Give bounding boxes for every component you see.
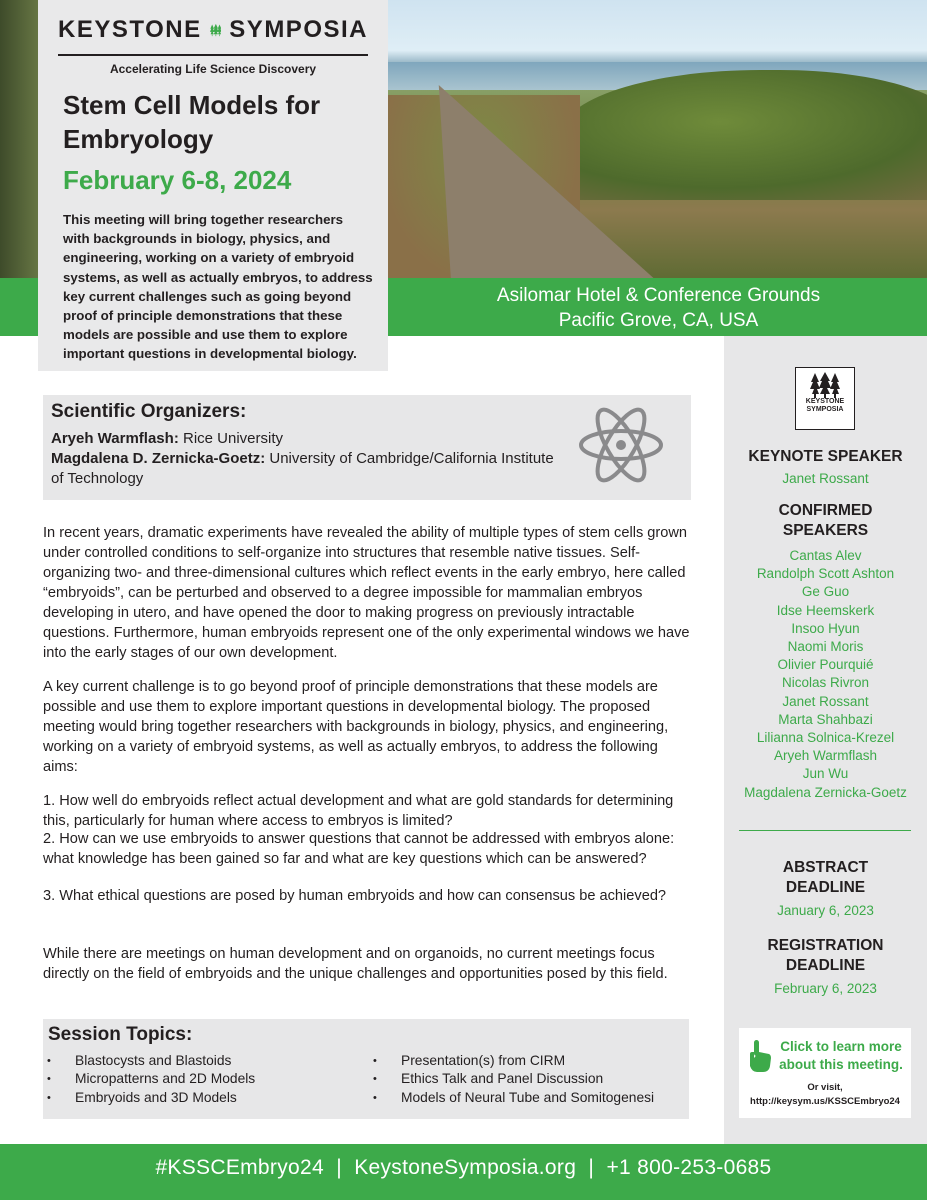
topic-item: • Presentation(s) from CIRM bbox=[373, 1052, 654, 1070]
pointing-hand-icon bbox=[747, 1040, 771, 1072]
meeting-dates: February 6-8, 2024 bbox=[63, 165, 292, 195]
aim-2: 2. How can we use embryoids to answer questions that cannot be addressed with embryos alone: what knowledge has been gained so far and what are key questions which can be answered? bbox=[43, 831, 675, 867]
speaker-name: Magdalena Zernicka-Goetz bbox=[744, 784, 907, 800]
meeting-title: Stem Cell Models for Embryology bbox=[63, 90, 321, 154]
speaker-name: Lilianna Solnica-Krezel bbox=[756, 730, 895, 746]
registration-deadline-date: February 6, 2023 bbox=[774, 981, 877, 996]
topics-list-right bbox=[373, 1052, 654, 1107]
sidebar-logo-line2: SYMPOSIA bbox=[806, 406, 844, 413]
small-trees-icon bbox=[810, 372, 840, 398]
confirmed-heading-line2: SPEAKERS bbox=[782, 522, 869, 539]
keystone-logo[interactable] bbox=[58, 10, 368, 76]
organizer-affiliation: University of Cambridge/California Institute of Technology bbox=[51, 450, 554, 487]
speaker-name: Cantas Alev bbox=[789, 548, 862, 563]
speaker-name: Randolph Scott Ashton bbox=[756, 566, 895, 582]
registration-heading-line1: REGISTRATION bbox=[767, 937, 884, 954]
organizer-1 bbox=[51, 429, 571, 449]
speaker-name: Janet Rossant bbox=[782, 693, 869, 709]
logo-tagline: Accelerating Life Science Discovery bbox=[109, 62, 317, 76]
session-topics-heading: Session Topics: bbox=[48, 1024, 193, 1045]
body-paragraph-1: In recent years, dramatic experiments have revealed the ability of multiple types of stem cells grown under controlled conditions to self-organize into structures that resemble native tissues. Self-organizing two- and three-dimensional cultures which reflect events in the early embryo, here called “embryoids”, can be perturbed and observed to a degree impossible for mammalian embryos developing in utero, and have opened the door to making progress on previously intractable questions. Furthermore, human embryoids represent one of the only experimental windows we have into the early stages of our own development. bbox=[43, 525, 690, 661]
atom-icon bbox=[576, 404, 666, 486]
speaker-list bbox=[724, 547, 927, 802]
abstract-deadline-date: January 6, 2023 bbox=[777, 903, 874, 918]
venue-location: Pacific Grove, CA, USA bbox=[558, 310, 759, 331]
keynote-speaker: Janet Rossant bbox=[782, 471, 869, 486]
logo-word-right: SYMPOSIA bbox=[229, 16, 368, 43]
speaker-name: Insoo Hyun bbox=[791, 620, 860, 636]
learn-more-link[interactable] bbox=[776, 1038, 906, 1074]
venue bbox=[390, 283, 927, 333]
sidebar-divider bbox=[739, 830, 911, 831]
body-paragraph-2: A key current challenge is to go beyond proof of principle demonstrations that these models are possible and use them to explore important questions in developmental biology. The proposed meeting would bring together researchers with backgrounds in biology, physics, and engineering, working on a variety of embryoid systems, as well as actually embryos, to address the following aims: bbox=[43, 679, 669, 775]
topic-item: • Models of Neural Tube and Somitogenesi bbox=[373, 1089, 654, 1107]
meeting-url[interactable]: http://keysym.us/KSSCEmbryo24 bbox=[750, 1096, 900, 1107]
topic-item: • Micropatterns and 2D Models bbox=[47, 1070, 255, 1088]
trees-icon bbox=[210, 10, 222, 50]
registration-heading-line2: DEADLINE bbox=[785, 957, 866, 974]
organizer-affiliation: Rice University bbox=[178, 430, 283, 447]
footer-contact[interactable]: #KSSCEmbryo24 | KeystoneSymposia.org | +1 800-253-0685 bbox=[155, 1156, 772, 1179]
speaker-name: Aryeh Warmflash bbox=[773, 748, 878, 764]
venue-name: Asilomar Hotel & Conference Grounds bbox=[496, 285, 821, 306]
abstract-heading-line1: ABSTRACT bbox=[782, 859, 869, 876]
topic-item: • Ethics Talk and Panel Discussion bbox=[373, 1070, 654, 1088]
speaker-name: Olivier Pourquié bbox=[777, 657, 874, 673]
aim-1: 1. How well do embryoids reflect actual development and what are gold standards for determining this, particularly for human where access to embryos is limited? bbox=[43, 793, 674, 829]
topic-item: • Embryoids and 3D Models bbox=[47, 1089, 255, 1107]
speaker-name: Jun Wu bbox=[802, 766, 849, 782]
abstract-heading-line2: DEADLINE bbox=[785, 879, 866, 896]
learn-more-line2: about this meeting. bbox=[779, 1057, 903, 1072]
learn-more-line1: Click to learn more bbox=[780, 1039, 902, 1054]
or-visit-label: Or visit, bbox=[807, 1082, 843, 1093]
topic-item: • Blastocysts and Blastoids bbox=[47, 1052, 255, 1070]
organizer-name: Magdalena D. Zernicka-Goetz: bbox=[51, 450, 266, 467]
sidebar-logo[interactable] bbox=[795, 367, 855, 430]
speaker-name: Nicolas Rivron bbox=[781, 675, 870, 691]
organizer-name: Aryeh Warmflash: bbox=[51, 430, 179, 447]
speaker-name: Naomi Moris bbox=[787, 639, 864, 655]
logo-word-left: KEYSTONE bbox=[58, 16, 202, 43]
speaker-name: Idse Heemskerk bbox=[776, 602, 875, 618]
topics-list-left bbox=[47, 1052, 255, 1107]
speaker-name: Ge Guo bbox=[801, 584, 850, 600]
keynote-heading: KEYNOTE SPEAKER bbox=[748, 448, 903, 465]
sidebar-logo-line1: KEYSTONE bbox=[805, 398, 845, 405]
organizers-heading: Scientific Organizers: bbox=[51, 401, 247, 422]
speaker-name: Marta Shahbazi bbox=[778, 711, 873, 727]
hero-boardwalk bbox=[409, 85, 662, 280]
organizer-2 bbox=[51, 449, 561, 489]
confirmed-heading-line1: CONFIRMED bbox=[778, 502, 873, 519]
meeting-intro: This meeting will bring together researchers with backgrounds in biology, physics, and engineering, working on a variety of embryoid systems, as well as actually embryos, to address key current challenges such as going beyond proof of principle demonstrations that these models are possible and use them to explore important questions in developmental biology. bbox=[63, 212, 373, 362]
aim-3: 3. What ethical questions are posed by human embryoids and how can consensus be achieved? bbox=[43, 888, 667, 904]
body-paragraph-3: While there are meetings on human development and on organoids, no current meetings focus directly on the field of embryoids and the unique challenges and opportunities posed by this field. bbox=[43, 946, 668, 982]
logo-divider bbox=[58, 54, 368, 56]
or-visit bbox=[739, 1081, 911, 1109]
